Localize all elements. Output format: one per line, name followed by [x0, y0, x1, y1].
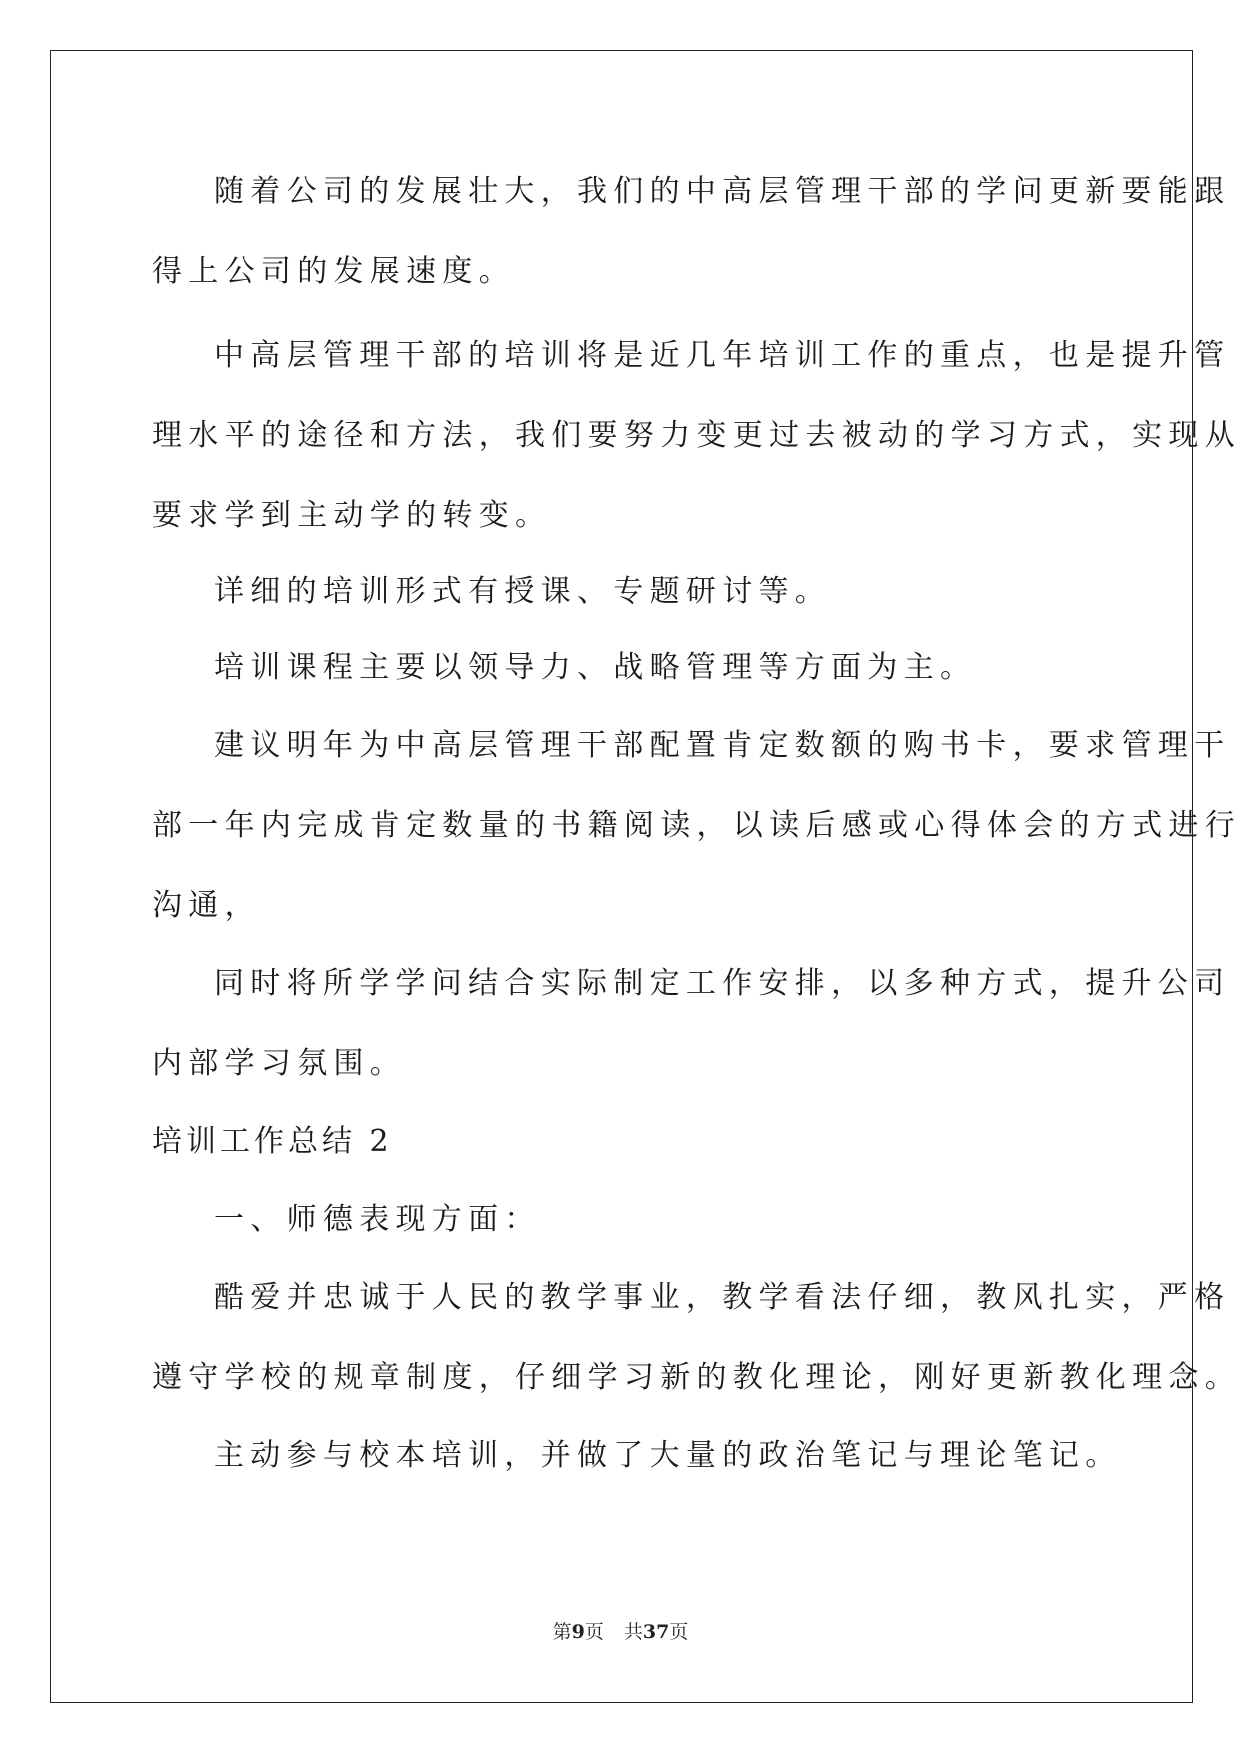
footer-total-prefix: 共 — [623, 1621, 643, 1643]
paragraph-line: 得上公司的发展速度。 — [152, 254, 515, 289]
paragraph-line: 详细的培训形式有授课、专题研讨等。 — [214, 574, 832, 609]
paragraph-line: 内部学习氛围。 — [152, 1046, 407, 1081]
page-footer — [0, 1620, 1241, 1644]
subsection-heading: 一、师德表现方面： — [214, 1202, 541, 1237]
paragraph-line: 建议明年为中高层管理干部配置肯定数额的购书卡，要求管理干 — [214, 728, 1231, 763]
paragraph-line: 理水平的途径和方法，我们要努力变更过去被动的学习方式，实现从 — [152, 418, 1241, 453]
paragraph-line: 要求学到主动学的转变。 — [152, 498, 552, 533]
footer-total-suffix: 页 — [669, 1621, 689, 1643]
paragraph-line: 中高层管理干部的培训将是近几年培训工作的重点，也是提升管 — [214, 338, 1231, 373]
footer-page-suffix: 页 — [584, 1621, 604, 1643]
paragraph-line: 沟通， — [152, 888, 261, 923]
paragraph-line: 主动参与校本培训，并做了大量的政治笔记与理论笔记。 — [214, 1438, 1122, 1473]
page-number: 9 — [571, 1621, 585, 1643]
paragraph-line: 随着公司的发展壮大，我们的中高层管理干部的学问更新要能跟 — [214, 174, 1231, 209]
paragraph-line: 部一年内完成肯定数量的书籍阅读，以读后感或心得体会的方式进行 — [152, 808, 1241, 843]
paragraph-line: 培训课程主要以领导力、战略管理等方面为主。 — [214, 650, 977, 685]
paragraph-line: 同时将所学学问结合实际制定工作安排，以多种方式，提升公司 — [214, 966, 1231, 1001]
paragraph-line: 遵守学校的规章制度，仔细学习新的教化理论，刚好更新教化理念。 — [152, 1360, 1241, 1395]
footer-prefix: 第 — [552, 1621, 572, 1643]
section-heading: 培训工作总结 2 — [152, 1124, 393, 1159]
total-pages: 37 — [642, 1621, 670, 1643]
paragraph-line: 酷爱并忠诚于人民的教学事业，教学看法仔细，教风扎实，严格 — [214, 1280, 1231, 1315]
